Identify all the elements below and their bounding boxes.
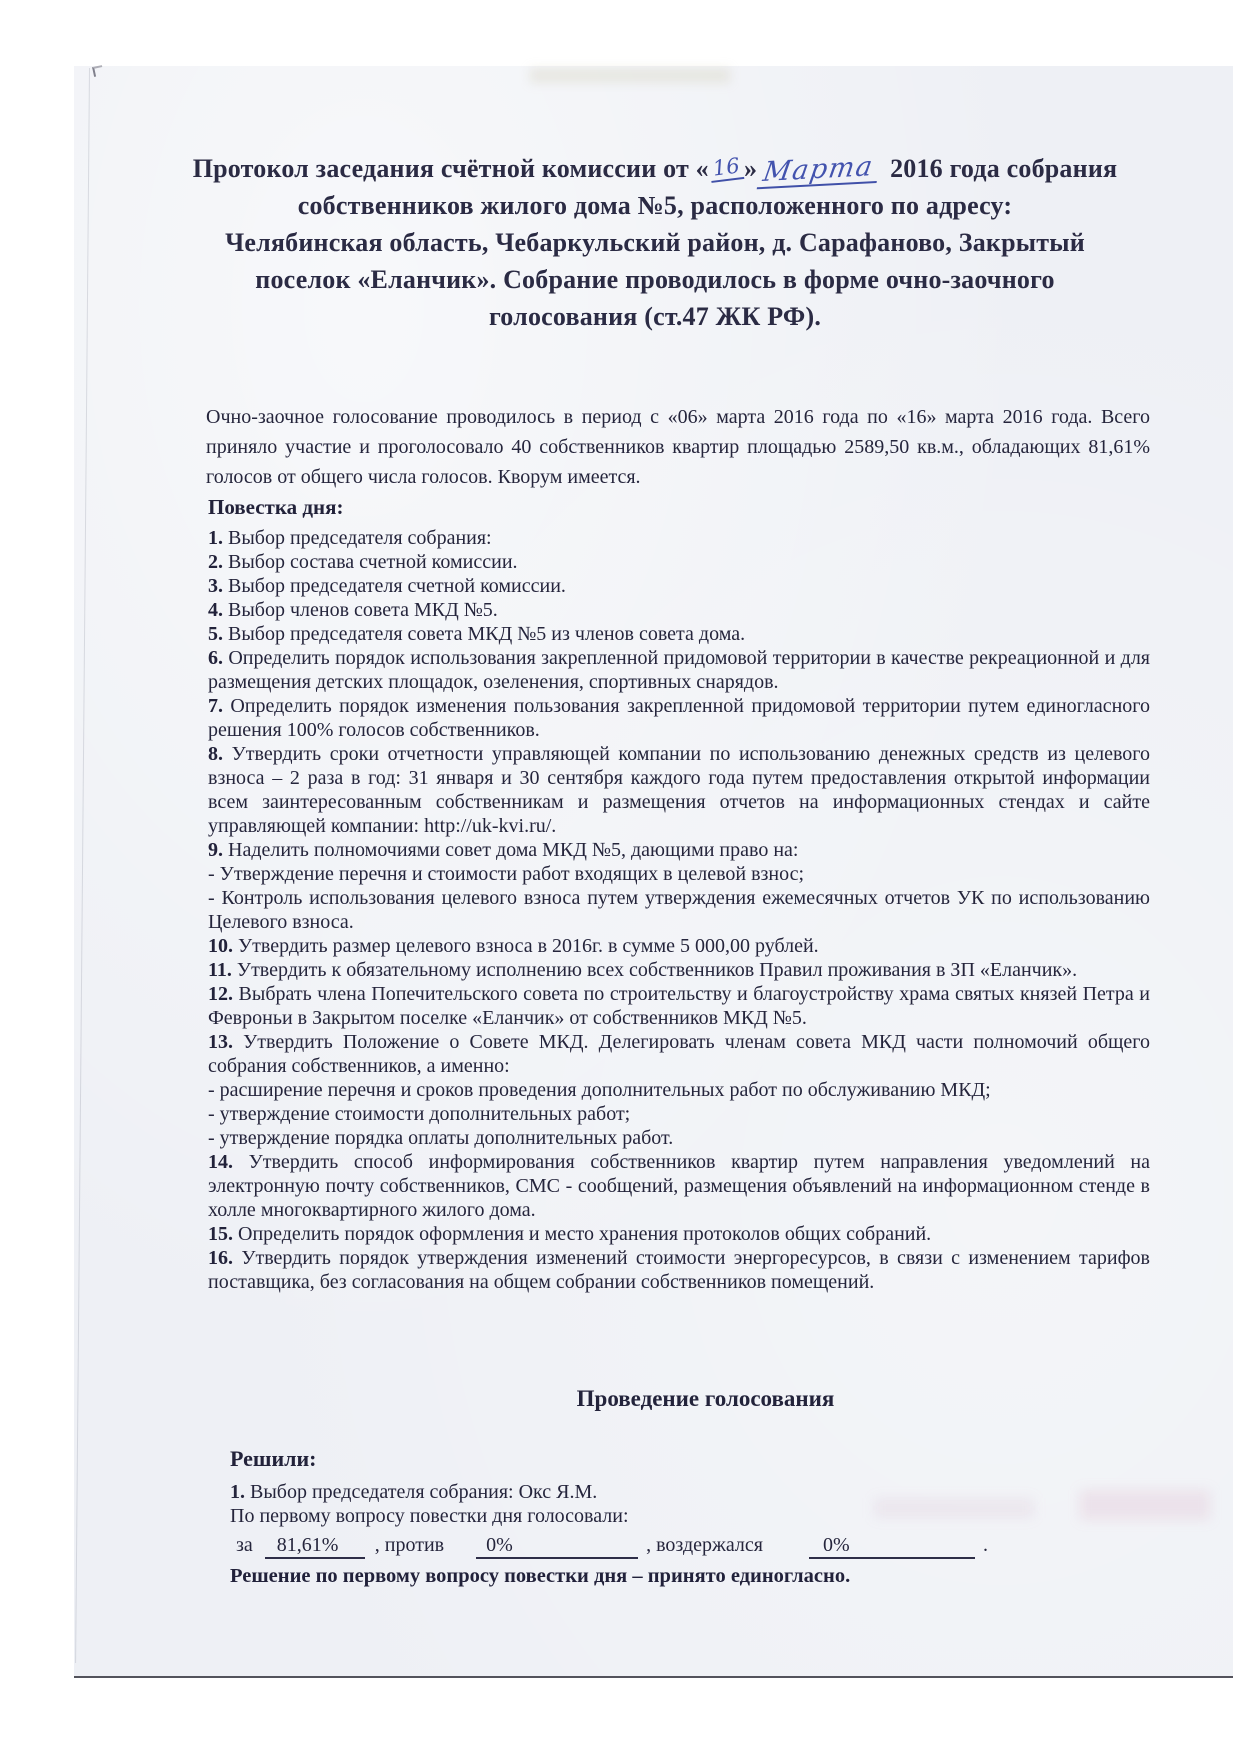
agenda-item-number: 16. xyxy=(208,1247,242,1269)
agenda-item-number: 5. xyxy=(208,623,228,645)
agenda-item-text: Определить порядок оформления и место хранения протоколов общих собраний. xyxy=(238,1223,932,1245)
vote-for-value: 81,61% xyxy=(265,1533,365,1559)
agenda-item xyxy=(208,526,1150,550)
agenda-item xyxy=(208,622,1150,646)
agenda-item xyxy=(208,1222,1150,1246)
resolved-item-number: 1. xyxy=(230,1481,250,1503)
agenda-item-text: - утверждение стоимости дополнительных работ; xyxy=(208,1103,631,1125)
agenda-item-text: - Контроль использования целевого взноса путем утверждения ежемесячных отчетов УК по использованию Целевого взноса. xyxy=(208,887,1150,933)
paper-left-edge xyxy=(75,68,90,1663)
scan-smudge xyxy=(530,68,730,83)
vote-abstain-label: , воздержался xyxy=(646,1534,763,1556)
title-line-1 xyxy=(180,150,1130,187)
agenda-item-number: 6. xyxy=(208,647,229,669)
agenda-item-number: 15. xyxy=(208,1223,238,1245)
agenda-subitem xyxy=(208,1102,1150,1126)
agenda-item-text: Выбор председателя собрания: xyxy=(228,527,492,549)
agenda-item xyxy=(208,550,1150,574)
agenda-item xyxy=(208,934,1150,958)
agenda-item-number: 1. xyxy=(208,527,228,549)
decision-line: Решение по первому вопросу повестки дня – принято единогласно. xyxy=(230,1565,851,1587)
agenda-heading: Повестка дня: xyxy=(208,495,344,519)
resolved-item xyxy=(230,1480,1150,1504)
agenda-subitem xyxy=(208,886,1150,934)
agenda-subitem xyxy=(208,1126,1150,1150)
agenda-item xyxy=(208,982,1150,1030)
agenda-item-number: 14. xyxy=(208,1151,249,1173)
resolved-heading: Решили: xyxy=(230,1446,317,1471)
agenda-item-number: 7. xyxy=(208,695,231,717)
document-title xyxy=(180,150,1130,335)
agenda-item-text: Выбор состава счетной комиссии. xyxy=(228,551,518,573)
vote-against-value: 0% xyxy=(476,1533,638,1559)
agenda-item-number: 2. xyxy=(208,551,228,573)
agenda-item xyxy=(208,598,1150,622)
vote-intro-line: По первому вопросу повестки дня голосовали: xyxy=(230,1505,629,1527)
title-line-3: Челябинская область, Чебаркульский район, д. Сарафаново, Закрытый xyxy=(225,228,1085,257)
agenda-item-text: Определить порядок использования закрепленной придомовой территории в качестве рекреационной и для размещения детских площадок, озеленения, спортивных снарядов. xyxy=(208,647,1151,693)
agenda-item-number: 10. xyxy=(208,935,238,957)
title-text: 2016 года собрания xyxy=(883,154,1118,183)
resolved-item-text: Выбор председателя собрания: Окс Я.М. xyxy=(250,1481,598,1503)
agenda-item-text: - Утверждение перечня и стоимости работ входящих в целевой взнос; xyxy=(208,863,805,885)
agenda-item-number: 12. xyxy=(208,983,239,1005)
agenda-item xyxy=(208,646,1150,694)
agenda-item-number: 11. xyxy=(208,959,237,981)
agenda-item-number: 4. xyxy=(208,599,228,621)
agenda-item xyxy=(208,838,1150,862)
agenda-item-number: 9. xyxy=(208,839,228,861)
intro-paragraph: Очно-заочное голосование проводилось в период с «06» марта 2016 года по «16» марта 2016 года. Всего приняло участие и проголосовало 40 собственников квартир площадью 2589,50 кв.м., обладающих 81,61% голосов от общего числа голосов. Кворум имеется. xyxy=(206,406,1150,488)
title-text: Протокол заседания счётной комиссии от « xyxy=(192,154,709,183)
vote-against-label: , против xyxy=(374,1534,445,1556)
vote-for-label: за xyxy=(236,1534,253,1556)
agenda-subitem xyxy=(208,862,1150,886)
agenda-item xyxy=(208,694,1150,742)
agenda-item xyxy=(208,958,1150,982)
voting-section-heading: Проведение голосования xyxy=(576,1386,835,1411)
agenda-section xyxy=(208,494,1150,1294)
agenda-item-text: Выбор членов совета МКД №5. xyxy=(228,599,498,621)
agenda-item-number: 13. xyxy=(208,1031,244,1053)
agenda-item-text: Утвердить порядок утверждения изменений стоимости энергоресурсов, в связи с изменением тарифов поставщика, без согласования на общем собрании собственников помещений. xyxy=(208,1247,1150,1293)
agenda-item xyxy=(208,1030,1150,1078)
agenda-item-text: Утвердить размер целевого взноса в 2016г. в сумме 5 000,00 рублей. xyxy=(238,935,819,957)
agenda-item-number: 8. xyxy=(208,743,232,765)
title-line-5: голосования (ст.47 ЖК РФ). xyxy=(488,302,822,331)
handwritten-month: Марта xyxy=(757,153,882,190)
agenda-subitem xyxy=(208,1078,1150,1102)
agenda-item-text: - расширение перечня и сроков проведения дополнительных работ по обслуживанию МКД; xyxy=(208,1079,991,1101)
handwritten-day: 16 xyxy=(708,155,744,183)
agenda-item-text: Выбрать члена Попечительского совета по строительству и благоустройству храма святых князей Петра и Февроньи в Закрытом поселке «Еланчик» от собственников МКД №5. xyxy=(208,983,1151,1029)
title-text: » xyxy=(743,154,758,183)
agenda-item xyxy=(208,1150,1150,1222)
agenda-item-text: Определить порядок изменения пользования закрепленной придомовой территории путем единогласного решения 100% голосов собственников. xyxy=(208,695,1150,741)
agenda-item xyxy=(208,1246,1150,1294)
agenda-item-text: Утвердить Положение о Совете МКД. Делегировать членам совета МКД части полномочий общего собрания собственников, а именно: xyxy=(208,1031,1151,1077)
agenda-item-text: Утвердить к обязательному исполнению всех собственников Правил проживания в ЗП «Еланчик». xyxy=(236,959,1078,981)
agenda-item xyxy=(208,742,1150,838)
agenda-item xyxy=(208,574,1150,598)
agenda-item-text: Утвердить способ информирования собственников квартир путем направления уведомлений на электронную почту собственников, СМС - сообщений, размещения объявлений на информационном стенде в холле многоквартирного жилого дома. xyxy=(208,1151,1151,1221)
agenda-item-text: Наделить полномочиями совет дома МКД №5, дающими право на: xyxy=(228,839,799,861)
resolved-section xyxy=(230,1446,1150,1588)
title-line-2: собственников жилого дома №5, расположенного по адресу: xyxy=(297,191,1013,220)
vote-line-end: . xyxy=(982,1534,988,1556)
agenda-item-text: Утвердить сроки отчетности управляющей компании по использованию денежных средств из целевого взноса – 2 раза в год: 31 января и 30 сентября каждого года путем предоставления открытой информации всем заинтересованным собственникам и размещения отчетов на информационных стендах и сайте управляющей компании: http://uk-kvi.ru/. xyxy=(208,743,1150,837)
agenda-item-text: Выбор председателя счетной комиссии. xyxy=(228,575,566,597)
vote-results-line xyxy=(230,1530,1150,1560)
title-line-4: поселок «Еланчик». Собрание проводилось в форме очно-заочного xyxy=(255,265,1055,294)
agenda-item-text: Выбор председателя совета МКД №5 из членов совета дома. xyxy=(228,623,746,645)
document-page xyxy=(74,66,1233,1678)
scan-corner-artifact xyxy=(92,65,104,77)
agenda-item-text: - утверждение порядка оплаты дополнительных работ. xyxy=(208,1127,674,1149)
vote-abstain-value: 0% xyxy=(809,1533,975,1559)
agenda-item-number: 3. xyxy=(208,575,228,597)
